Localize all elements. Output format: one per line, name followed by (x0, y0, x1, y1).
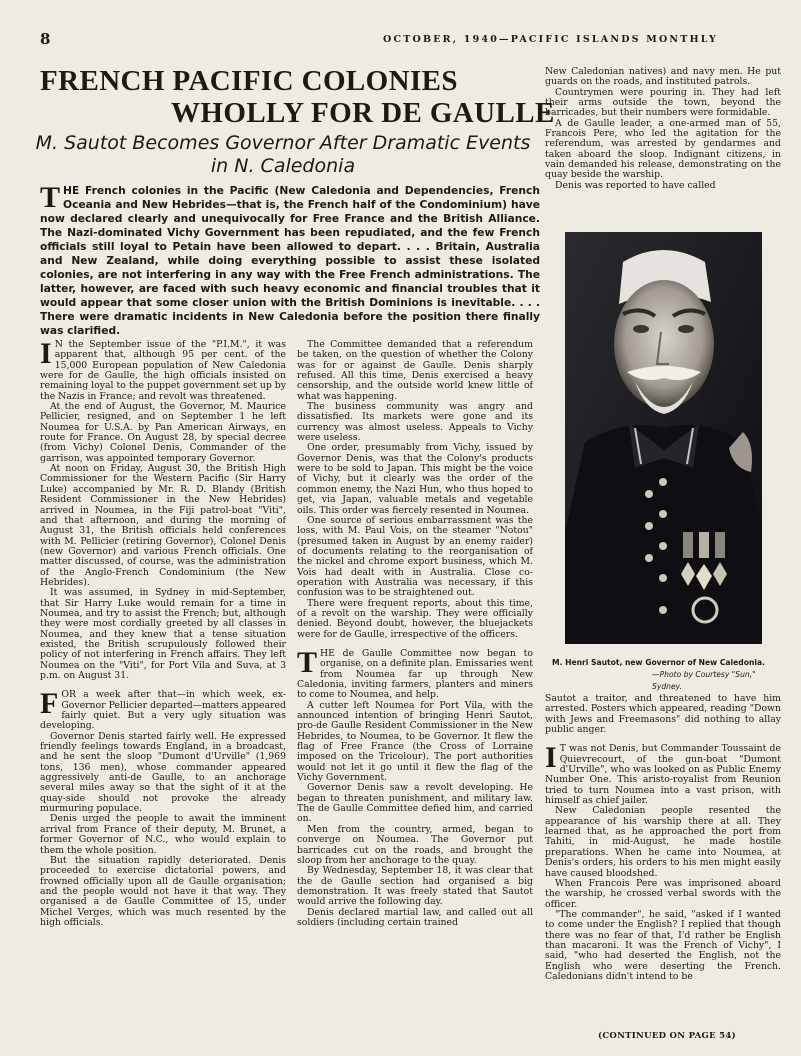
dropcap: I (40, 340, 52, 370)
column1-paragraph: I N the September issue of the "P.I.M.", it was apparent that, although 95 per cent. of the 15,000 European population of New Caledonia were for de Gaulle, the high officials insisted on remaining loyal to the puppet government set up by the Nazis in France; and revolt was threatened. (40, 340, 286, 402)
photo-caption (552, 657, 774, 693)
column2-paragraph: A cutter left Noumea for Port Vila, with the announced intention of bringing Henri Sautot, pro-de Gaulle Resident Commissioner in the New Hebrides, to Noumea, to be Governor. It flew the flag of Free France (the Cross of Lorraine imposed on the Tricolour). The port authorities would not let it go until it flew the flag of the Vichy Government. (297, 699, 533, 784)
column3-paragraph: I T was not Denis, but Commander Toussaint de Quievrecourt, of the gun-boat "Dumont d'Urville", who was looked on as Public Enemy Number One. This aristo-royalist from Reunion tried to turn Noumea into a vast prison, with himself as chief jailer. (545, 741, 781, 807)
column3-paragraph: A de Gaulle leader, a one-armed man of 55, Francois Pere, who led the agitation for the referendum, was arrested by gendarmes and taken aboard the sloop. Indignant citizens, in vain demanded his release, demonstrating on the quay beside the warship. (545, 117, 781, 181)
running-head: OCTOBER, 1940—PACIFIC ISLANDS MONTHLY (383, 34, 719, 45)
column3-paragraph: Denis was reported to have called (555, 179, 716, 191)
column3-paragraph: New Caledonian people resented the appearance of his warship there at all. They learned that, as he approached the port from Tahiti, in mid-August, he made hostile preparations. When he came into Noumea, at Denis's orders, his orders to his men might easily have caused bloodshed. (545, 805, 781, 879)
column2-paragraph: One source of serious embarrassment was the loss, with M. Paul Vois, on the steamer "Notou" (presumed taken in August by an enemy raider) of documents relating to the reorganisation of the nickel and chrome export business, which M. Vois had dealt with in Australia. Close co-operation with Australia was necessary, if this confusion was to be straightened out. (297, 514, 533, 599)
column1-paragraph: At the end of August, the Governor, M. Maurice Pellicier, resigned, and on September 1 he left Noumea for U.S.A. by Pan American Airways, en route for France. On August 28, by special decree (from Vichy) Colonel Denis, Commander of the garrison, was appointed temporary Governor. (40, 401, 286, 464)
photo-credit: —Photo by Courtesy "Sun," Sydney. (652, 670, 756, 691)
column3-paragraph: Countrymen were pouring in. They had left their arms outside the town, beyond the barricades, but their numbers were formidable. (545, 86, 781, 119)
column2-paragraph: The Committee demanded that a referendum be taken, on the question of whether the Colony was for or against de Gaulle. Denis sharply refused. All this time, Denis exercised a heavy censorship, and the outside world knew little of what was happening. (297, 340, 533, 402)
column2-paragraph: By Wednesday, September 18, it was clear that the de Gaulle section had organised a big demonstration. It was freely stated that Sautot would arrive the following day. (297, 865, 533, 908)
column1-paragraph: FOR a week after that—in which week, ex-Governor Pellicier departed—matters appeared fairly quiet. But a very ugly situation was developing. (40, 687, 286, 732)
column1-paragraph: It was assumed, in Sydney in mid-September, that Sir Harry Luke would remain for a time in Noumea, and try to assist the French; but, although they were most cordially greeted by all classes in Noumea, and they knew that a tense situation existed, the British scrupulously followed their policy of not interfering in French affairs. They left Noumea on the "Viti", for Port Vila and Suva, at 3 p.m. on August 31. (40, 587, 286, 681)
portrait-photo (565, 232, 762, 644)
article-column-3-top (545, 67, 781, 223)
column3-paragraph: "The commander", he said, "asked if I wanted to come under the English? I replied that though there was no fear of that, I'd rather be English than macaroni. It was the French of Vichy", I said, "who had deserted the English, not the English who were deserting the French. Caledonians didn't intend to be (545, 908, 781, 982)
caption-text: M. Henri Sautot, new Governor of New Caledonia. (552, 658, 765, 667)
intro-paragraph (40, 181, 540, 338)
portrait-image (565, 232, 762, 644)
column2-paragraph: THE de Gaulle Committee now began to organise, on a definite plan. Emissaries went from Noumea far up through New Caledonia, inviting farmers, planters and miners to come to Noumea, and help. (297, 645, 533, 701)
deck-line-2: in N. Caledonia (210, 155, 356, 177)
intro-dropcap: T (40, 181, 61, 214)
column2-paragraph: One order, presumably from Vichy, issued by Governor Denis, was that the Colony's products were to be sold to Japan. This might be the voice of Vichy, but it clearly was the order of the common enemy, the Nazi Hun, who thus hoped to get, via Japan, valuable metals and vegetable oils. This order was fiercely resented in Noumea. (297, 442, 533, 516)
headline-line-1: FRENCH PACIFIC COLONIES (40, 65, 458, 97)
dropcap: T (297, 645, 318, 679)
column3-paragraph: When Francois Pere was imprisoned aboard the warship, he crossed verbal swords with the officer. (545, 877, 781, 910)
continued-notice: (CONTINUED ON PAGE 54) (598, 1031, 736, 1041)
column1-paragraph: Governor Denis started fairly well. He expressed friendly feelings towards England, in a broadcast, and he sent the sloop "Dumont d'Urville" (1,969 tons, 136 men), whose commander appeared aggressively anti-de Gaulle, to an anchorage several miles away so that the sight of it at the quay-side should not provoke the already murmuring populace. (40, 730, 286, 815)
column2-paragraph: Governor Denis saw a revolt developing. He began to threaten punishment, and military law. The de Gaulle Committee defied him, and carried on. (297, 782, 533, 825)
deck-subtitle (28, 132, 538, 178)
column2-paragraph: There were frequent reports, about this time, of a revolt on the warship. They were officially denied. Beyond doubt, however, the bluejackets were for de Gaulle, irrespective of the officers. (297, 597, 533, 640)
column1-paragraph: At noon on Friday, August 30, the British High Commissioner for the Western Pacific (Sir Harry Luke) accompanied by Mr. R. D. Blandy (British Resident Commissioner in the New Hebrides) arrived in Noumea, in the Fiji patrol-boat "Viti", and that afternoon, and during the morning of August 31, the British officials held conferences with M. Pellicier (retiring Governor), Colonel Denis (new Governor) and various French officials. One matter discussed, of course, was the administration of the Anglo-French Condominium (the New Hebrides). (40, 463, 286, 588)
intro-text: HE French colonies in the Pacific (New Caledonia and Dependencies, French Oceania and New Hebrides—that is, the French half of the Condominium) have now declared clearly and unequivocally for Free France and the British Alliance. The Nazi-dominated Vichy Government has been repudiated, and the few French officials still loyal to Petain have been allowed to depart. . . . Britain, Australia and New Zealand, while doing everything possible to assist these isolated colonies, are not interfering in any way with the Free French administrations. The latter, however, are faced with such heavy economic and financial troubles that it would appear that some closer union with the British Dominions is inevitable. . . . There were dramatic incidents in New Caledonia before the position there finally was clarified. (40, 184, 540, 337)
column2-paragraph: Men from the country, armed, began to converge on Noumea. The Governor put barricades cut on the roads, and brought the sloop from her anchorage to the quay. (297, 823, 533, 866)
article-column-2 (297, 340, 533, 1047)
column1-paragraph: But the situation rapidly deteriorated. Denis proceeded to exercise dictatorial powers, and frowned officially upon all de Gaulle organisation; and the people would not have it that way. They organised a de Gaulle Committee of 15, under Michel Verges, which was much resented by the high officials. (40, 854, 286, 928)
column3-paragraph: Sautot a traitor, and threatened to have him arrested. Posters which appeared, reading "Down with Jews and Freemasons" did nothing to allay public anger. (545, 694, 781, 736)
article-column-1 (40, 340, 286, 1047)
dropcap: F (40, 687, 59, 721)
article-column-3-bottom (545, 694, 781, 1028)
page-number: 8 (40, 30, 51, 48)
column1-paragraph: Denis urged the people to await the imminent arrival from France of their deputy, M. Brunet, a former Governor of N.C., who would explain to them the whole position. (40, 813, 286, 856)
column2-paragraph: The business community was angry and dissatisfied. Its markets were gone and its currency was almost useless. Appeals to Vichy were useless. (297, 401, 533, 444)
dropcap: I (545, 741, 557, 775)
column2-paragraph: Denis declared martial law, and called out all soldiers (including certain trained (297, 906, 533, 928)
deck-line-1: M. Sautot Becomes Governor After Dramatic Events (35, 132, 531, 154)
column3-paragraph: New Caledonian natives) and navy men. He put guards on the roads, and instituted patrols. (545, 67, 781, 88)
headline-line-2: WHOLLY FOR DE GAULLE (171, 97, 555, 129)
